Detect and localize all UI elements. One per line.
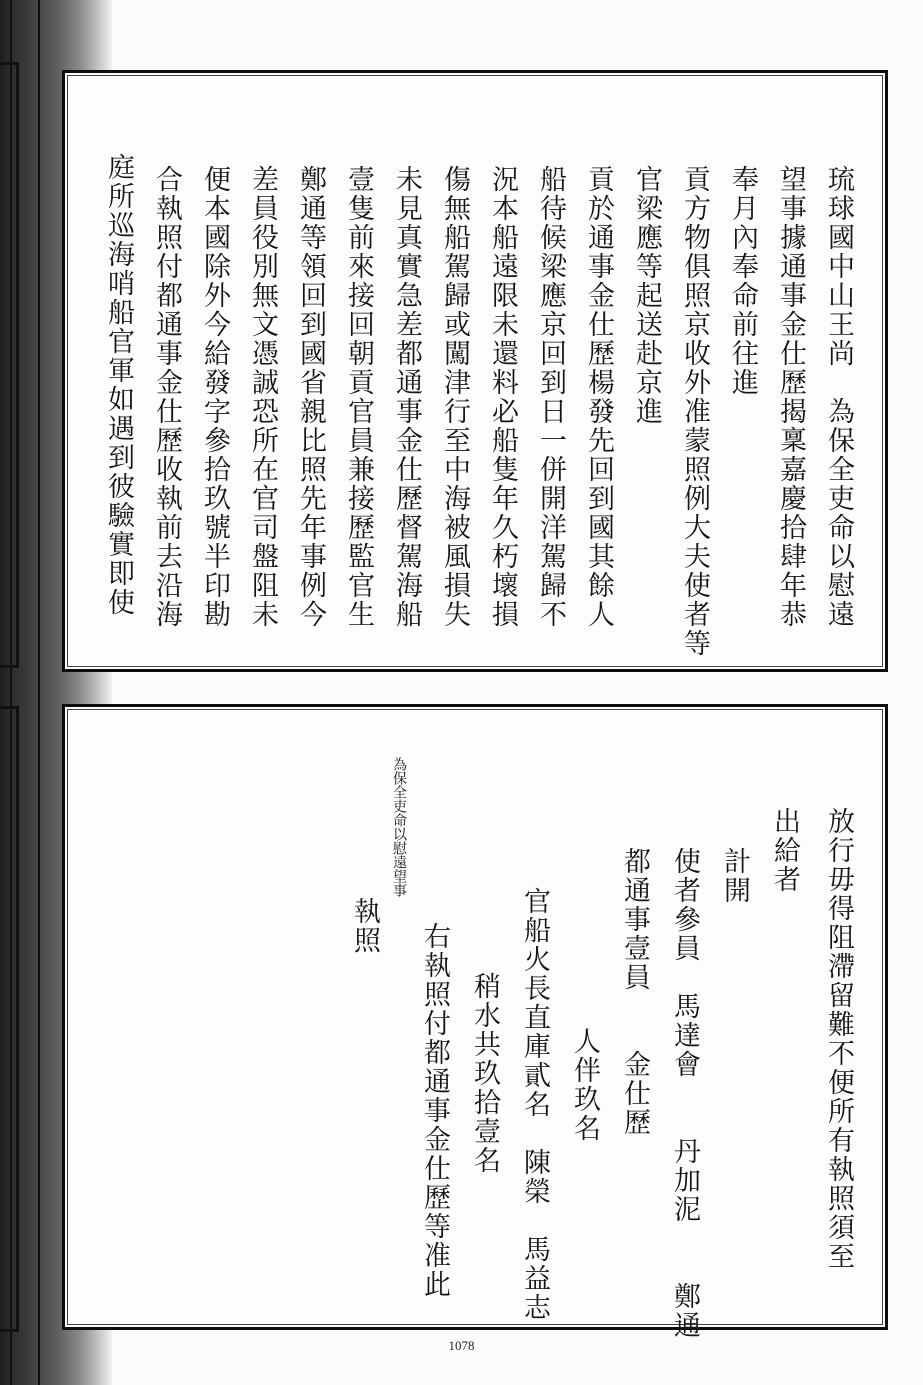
facing-page-frame-top	[0, 62, 19, 668]
text-column: 便本國除外今給發字參拾玖號半印勘	[199, 165, 230, 629]
text-column: 奉月內奉命前往進	[727, 165, 758, 397]
facing-page-frame-bottom	[0, 706, 19, 1332]
text-column: 貢於通事金仕歷楊發先回到國其餘人	[583, 165, 614, 629]
text-column: 出給者	[769, 807, 800, 894]
text-column: 官梁應等起送赴京進	[631, 165, 662, 426]
text-column: 船待候梁應京回到日一併開洋駕歸不	[535, 165, 566, 629]
text-column: 計開	[719, 847, 750, 905]
page-number: 1078	[448, 1338, 475, 1353]
text-column: 未見真實急差都通事金仕歷督駕海船	[391, 165, 422, 629]
stamp-annotation: 為保全吏命以慰遠望事	[391, 757, 407, 897]
text-column: 使者參員 馬達會 丹加泥 鄭通	[669, 847, 700, 1340]
text-column: 右執照付都通事金仕歷等准此	[419, 922, 450, 1299]
text-column: 人伴玖名	[569, 1027, 600, 1143]
text-column: 壹隻前來接回朝貢官員兼接歷監官生	[343, 165, 374, 629]
text-column: 望事據通事金仕歷揭稟嘉慶拾肆年恭	[775, 165, 806, 629]
text-column: 貢方物俱照京收外准蒙照例大夫使者等	[679, 165, 710, 658]
text-column: 庭所巡海哨船官軍如遇到彼驗實即使	[103, 153, 134, 617]
text-column: 傷無船駕歸或闖津行至中海被風損失	[439, 165, 470, 629]
text-column: 放行毋得阻滯留難不便所有執照須至	[823, 807, 854, 1271]
text-column: 合執照付都通事金仕歷收執前去沿海	[151, 165, 182, 629]
text-column: 都通事壹員 金仕歷	[619, 847, 650, 1137]
text-column: 官船火長直庫貳名 陳榮 馬益志	[519, 887, 550, 1322]
document-panel-top	[62, 70, 888, 672]
text-column: 差員役別無文憑誠恐所在官司盤阻未	[247, 165, 278, 629]
text-column: 稍水共玖拾壹名	[469, 972, 500, 1175]
text-column: 琉球國中山王尚 為保全吏命以慰遠	[823, 165, 854, 629]
text-column: 鄭通等領回到國省親比照先年事例今	[295, 165, 326, 629]
gutter-line	[38, 0, 40, 1385]
text-column: 執照	[349, 897, 380, 955]
text-column: 況本船遠限未還料必船隻年久朽壞損	[487, 165, 518, 629]
document-panel-bottom	[62, 704, 888, 1340]
